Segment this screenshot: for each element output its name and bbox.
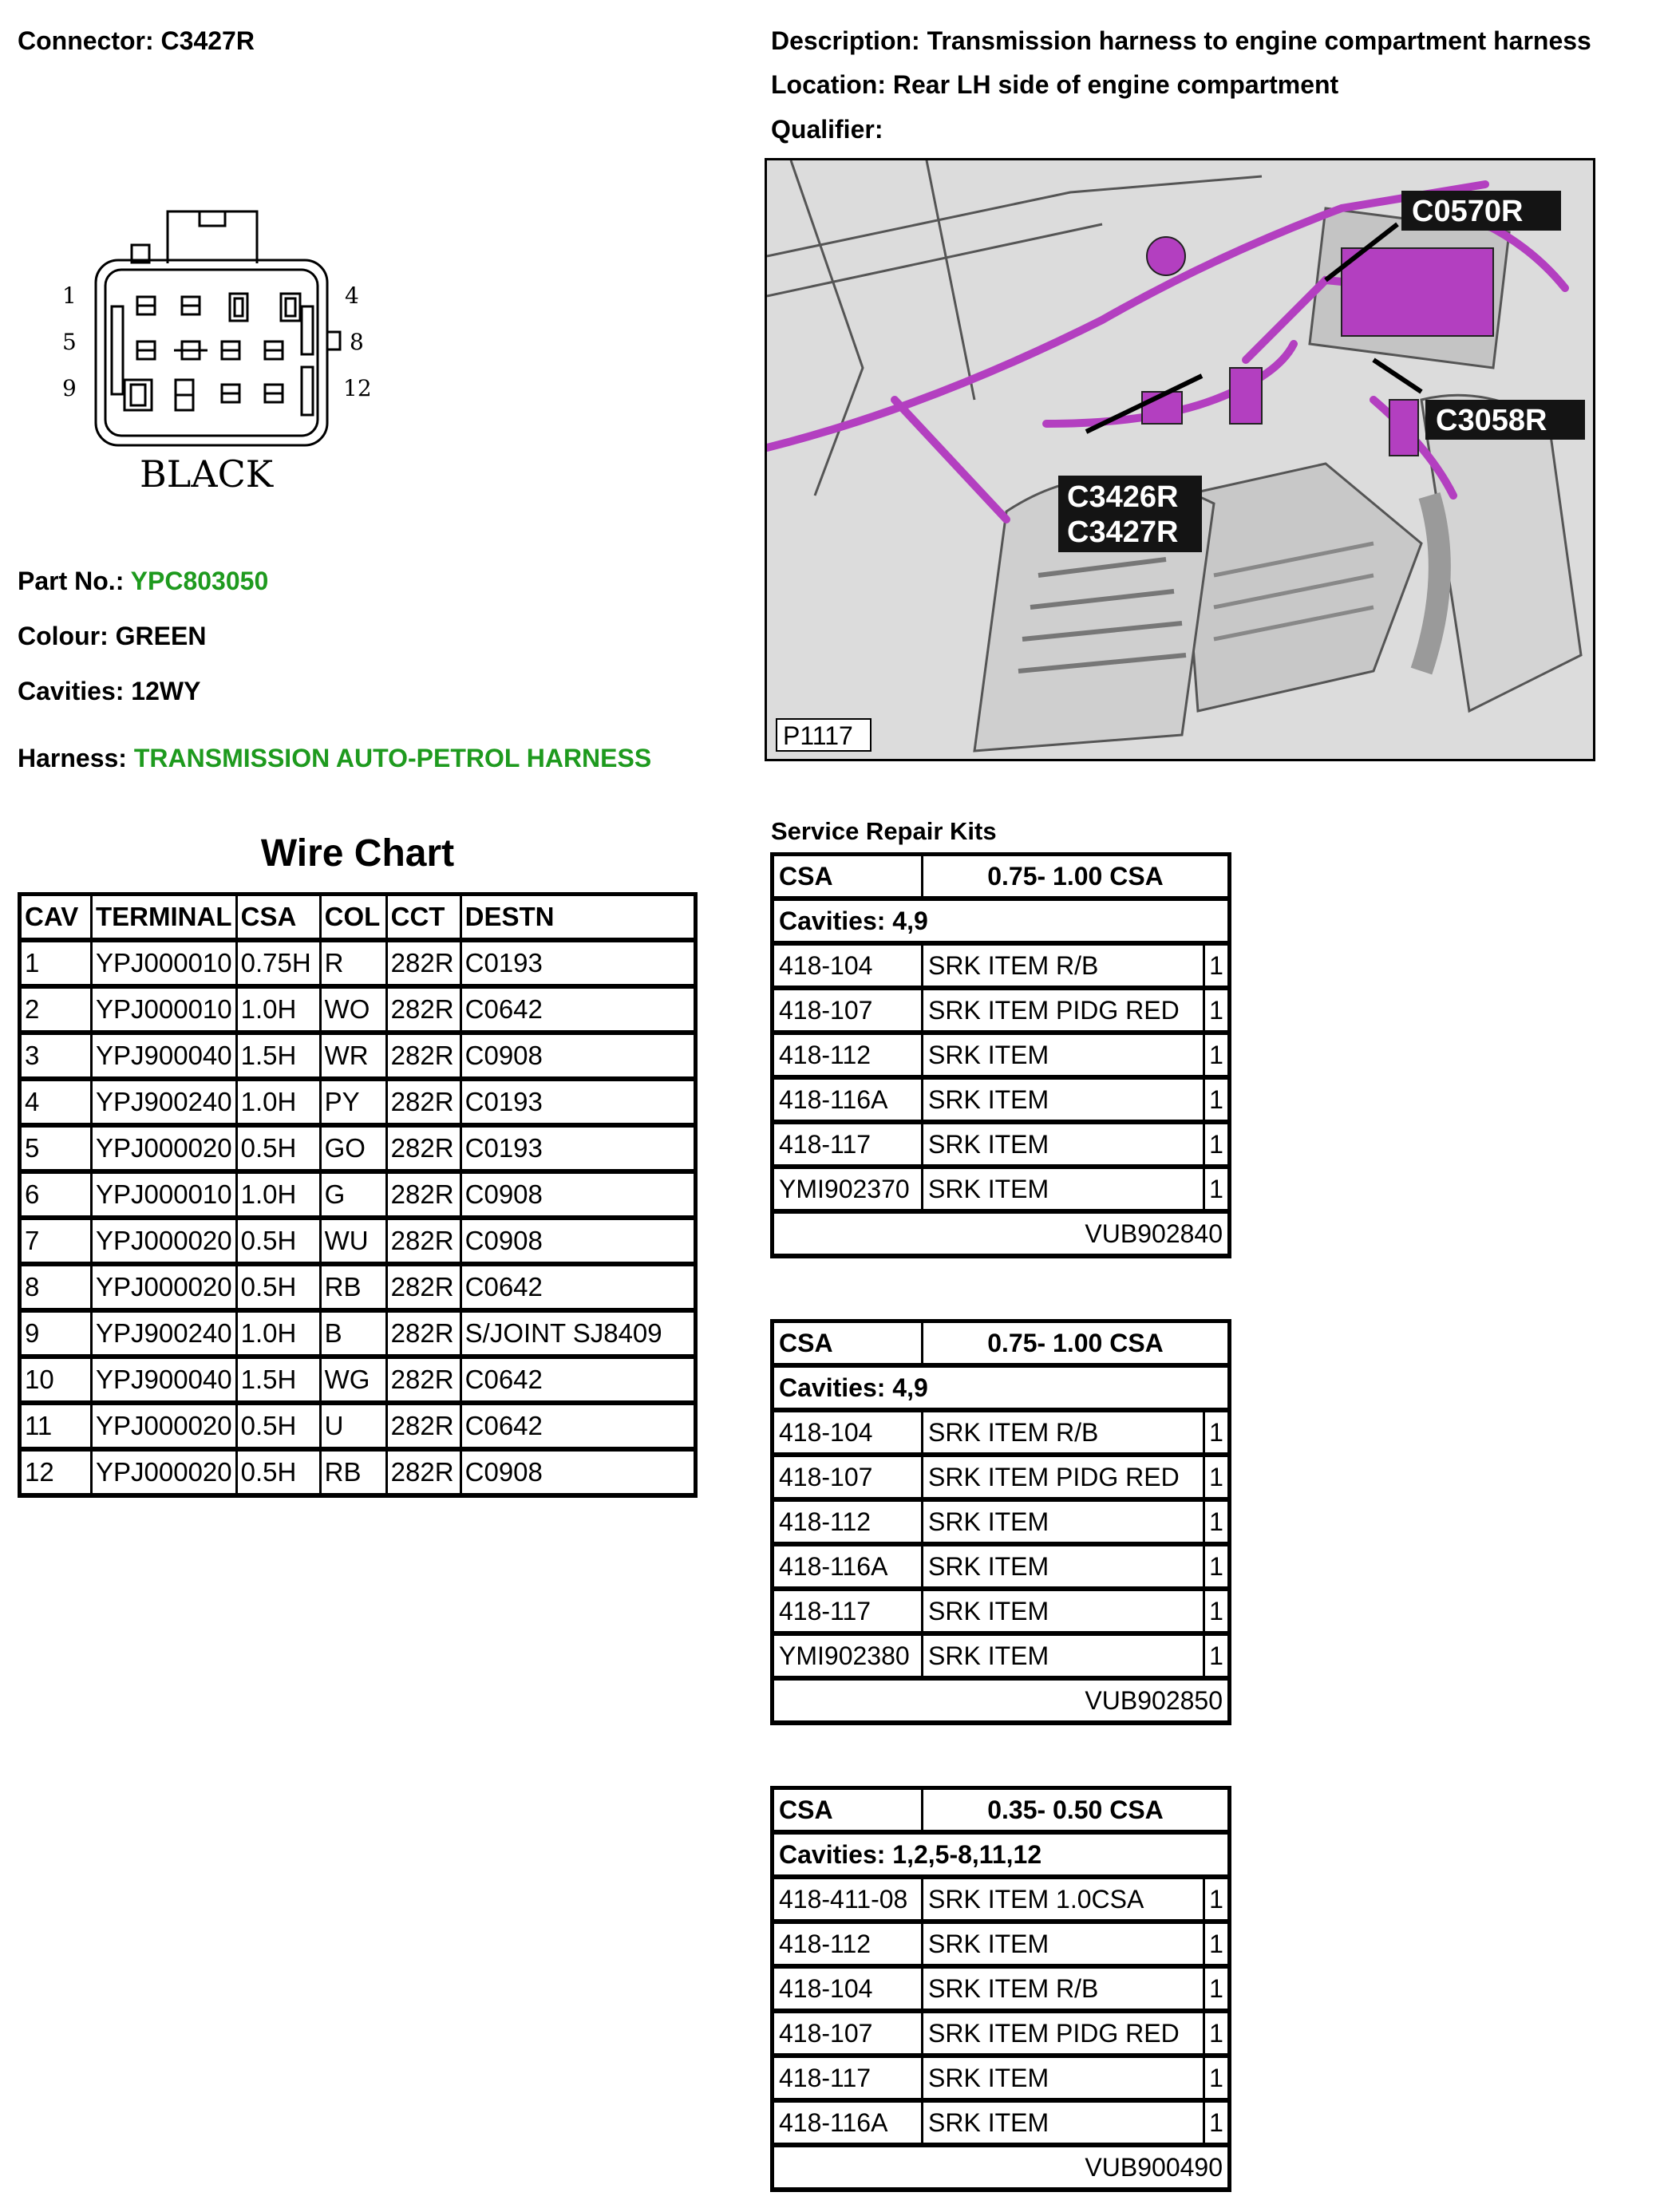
- wire-chart-row: [20, 1449, 696, 1495]
- kit-item-part-no: 418-107: [773, 988, 923, 1033]
- connector-latch: [168, 211, 257, 263]
- wire-cell-col: WR: [320, 1033, 386, 1079]
- kit-item-part-no: 418-107: [773, 2011, 923, 2056]
- wire-cell-csa: 0.75H: [236, 940, 320, 986]
- wire-cell-csa: 1.5H: [236, 1033, 320, 1079]
- colour-value: GREEN: [115, 622, 207, 650]
- kit-item-part-no: 418-112: [773, 1033, 923, 1077]
- wire-cell-col: RB: [320, 1449, 386, 1495]
- kit-item-qty: 1: [1204, 1589, 1230, 1633]
- kit-item-qty: 1: [1204, 1410, 1230, 1455]
- wire-cell-cav: 1: [20, 940, 92, 986]
- kit-item-description: SRK ITEM: [923, 1499, 1204, 1544]
- location-line: [771, 70, 1338, 100]
- col-header-terminal: TERMINAL: [92, 895, 237, 941]
- kit-item-row: [773, 2011, 1230, 2056]
- wire-cell-col: WG: [320, 1357, 386, 1403]
- part-no-value: YPC803050: [130, 567, 269, 595]
- kit-item-qty: 1: [1204, 2100, 1230, 2145]
- wire-cell-terminal: YPJ000010: [92, 1171, 237, 1218]
- wire-chart-header-row: [20, 895, 696, 941]
- kit-item-qty: 1: [1204, 1033, 1230, 1077]
- wire-cell-terminal: YPJ900240: [92, 1310, 237, 1357]
- kit-number: VUB902840: [773, 1211, 1230, 1256]
- wire-cell-cav: 11: [20, 1403, 92, 1449]
- repair-kit-table: [770, 852, 1231, 1258]
- kit-item-qty: 1: [1204, 2056, 1230, 2100]
- part-no-label: Part No.:: [18, 567, 125, 595]
- wire-cell-csa: 0.5H: [236, 1449, 320, 1495]
- wire-cell-cct: 282R: [386, 1171, 460, 1218]
- kit-item-description: SRK ITEM R/B: [923, 943, 1204, 988]
- wire-cell-terminal: YPJ900040: [92, 1357, 237, 1403]
- wire-cell-cav: 4: [20, 1079, 92, 1125]
- wire-chart-row: [20, 1403, 696, 1449]
- wire-chart-row: [20, 1218, 696, 1264]
- wire-cell-terminal: YPJ000010: [92, 986, 237, 1033]
- wire-cell-destn: C0642: [460, 1403, 695, 1449]
- wire-cell-col: GO: [320, 1125, 386, 1171]
- wire-cell-destn: C0193: [460, 940, 695, 986]
- wire-cell-csa: 0.5H: [236, 1125, 320, 1171]
- wire-cell-destn: C0908: [460, 1449, 695, 1495]
- kit-item-part-no: 418-112: [773, 1922, 923, 1966]
- wire-cell-csa: 0.5H: [236, 1218, 320, 1264]
- kit-item-row: [773, 1633, 1230, 1678]
- kit-item-description: SRK ITEM PIDG RED: [923, 1455, 1204, 1499]
- kit-cavities-row: [773, 1365, 1230, 1410]
- kit-item-part-no: 418-116A: [773, 2100, 923, 2145]
- connector-label: Connector:: [18, 26, 154, 55]
- wire-cell-destn: C0193: [460, 1125, 695, 1171]
- kit-item-row: [773, 1033, 1230, 1077]
- engine-illustration: [767, 160, 1593, 759]
- pin-label-8: 8: [350, 329, 364, 355]
- col-header-cav: CAV: [20, 895, 92, 941]
- repair-kit-table: [770, 1786, 1231, 2192]
- wire-chart-row: [20, 940, 696, 986]
- kit-csa-label: CSA: [773, 1788, 923, 1833]
- kit-item-qty: 1: [1204, 1633, 1230, 1678]
- kit-item-row: [773, 1455, 1230, 1499]
- callout-c3058r: C3058R: [1436, 404, 1547, 437]
- col-header-destn: DESTN: [460, 895, 695, 941]
- kit-item-row: [773, 2100, 1230, 2145]
- kit-item-qty: 1: [1204, 1877, 1230, 1922]
- kit-item-description: SRK ITEM: [923, 1122, 1204, 1167]
- col-header-cct: CCT: [386, 895, 460, 941]
- kit-number: VUB900490: [773, 2145, 1230, 2190]
- kit-number-row: [773, 1211, 1230, 1256]
- wire-cell-col: G: [320, 1171, 386, 1218]
- pin-label-12: 12: [343, 375, 372, 401]
- wire-cell-csa: 1.0H: [236, 1079, 320, 1125]
- qualifier-line: [771, 115, 883, 144]
- wire-cell-csa: 1.0H: [236, 986, 320, 1033]
- description-value: Transmission harness to engine compartment harness: [927, 26, 1591, 55]
- wire-cell-terminal: YPJ000020: [92, 1125, 237, 1171]
- kit-cavities-row: [773, 899, 1230, 943]
- wire-cell-destn: C0908: [460, 1218, 695, 1264]
- kit-item-part-no: 418-117: [773, 2056, 923, 2100]
- kit-item-row: [773, 1589, 1230, 1633]
- wire-cell-destn: C0908: [460, 1033, 695, 1079]
- cavities-label: Cavities:: [18, 677, 125, 705]
- wire-cell-destn: C0642: [460, 986, 695, 1033]
- wire-cell-cct: 282R: [386, 1125, 460, 1171]
- kit-item-row: [773, 2056, 1230, 2100]
- wire-cell-csa: 0.5H: [236, 1264, 320, 1310]
- wire-cell-csa: 1.0H: [236, 1171, 320, 1218]
- kit-item-description: SRK ITEM 1.0CSA: [923, 1877, 1204, 1922]
- wire-cell-col: RB: [320, 1264, 386, 1310]
- kit-item-row: [773, 1077, 1230, 1122]
- kit-item-description: SRK ITEM R/B: [923, 1410, 1204, 1455]
- kit-item-row: [773, 1966, 1230, 2011]
- kit-item-part-no: 418-104: [773, 943, 923, 988]
- wire-cell-cav: 12: [20, 1449, 92, 1495]
- wire-cell-cav: 5: [20, 1125, 92, 1171]
- wire-cell-terminal: YPJ000020: [92, 1403, 237, 1449]
- kit-item-qty: 1: [1204, 1167, 1230, 1211]
- wire-cell-destn: C0642: [460, 1357, 695, 1403]
- kit-csa-value: 0.75- 1.00 CSA: [923, 855, 1230, 899]
- kit-item-part-no: 418-117: [773, 1589, 923, 1633]
- kit-item-part-no: 418-107: [773, 1455, 923, 1499]
- connector-diagram: [48, 199, 399, 511]
- wire-cell-csa: 1.0H: [236, 1310, 320, 1357]
- kit-item-description: SRK ITEM: [923, 1167, 1204, 1211]
- cavity-grid: [112, 294, 313, 415]
- kit-item-qty: 1: [1204, 988, 1230, 1033]
- colour-line: [18, 622, 206, 651]
- kit-cavities: Cavities: 4,9: [773, 899, 1230, 943]
- pin-label-1: 1: [62, 282, 77, 309]
- kit-item-qty: 1: [1204, 1544, 1230, 1589]
- wire-chart-table: [18, 892, 698, 1498]
- wire-chart-row: [20, 1125, 696, 1171]
- wire-cell-cav: 8: [20, 1264, 92, 1310]
- connector-value: C3427R: [160, 26, 255, 55]
- pin-label-9: 9: [62, 375, 77, 401]
- wire-cell-destn: C0642: [460, 1264, 695, 1310]
- kit-item-row: [773, 1410, 1230, 1455]
- kit-csa-row: [773, 1321, 1230, 1366]
- kit-item-part-no: 418-117: [773, 1122, 923, 1167]
- pin-label-4: 4: [345, 282, 359, 309]
- kit-item-qty: 1: [1204, 1499, 1230, 1544]
- wire-cell-terminal: YPJ900240: [92, 1079, 237, 1125]
- kit-csa-value: 0.35- 0.50 CSA: [923, 1788, 1230, 1833]
- kit-item-part-no: 418-116A: [773, 1544, 923, 1589]
- kit-csa-row: [773, 1788, 1230, 1833]
- kit-item-description: SRK ITEM: [923, 1589, 1204, 1633]
- wire-chart-title: Wire Chart: [260, 832, 455, 875]
- kit-cavities: Cavities: 4,9: [773, 1365, 1230, 1410]
- kit-item-qty: 1: [1204, 1922, 1230, 1966]
- wire-cell-cav: 2: [20, 986, 92, 1033]
- kit-item-description: SRK ITEM: [923, 1922, 1204, 1966]
- kit-item-description: SRK ITEM: [923, 1077, 1204, 1122]
- wire-cell-col: PY: [320, 1079, 386, 1125]
- kit-item-qty: 1: [1204, 1077, 1230, 1122]
- col-header-csa: CSA: [236, 895, 320, 941]
- kit-item-row: [773, 1167, 1230, 1211]
- wire-chart-row: [20, 1357, 696, 1403]
- kit-csa-label: CSA: [773, 855, 923, 899]
- location-label: Location:: [771, 70, 886, 99]
- wire-cell-cav: 7: [20, 1218, 92, 1264]
- kit-item-description: SRK ITEM: [923, 2056, 1204, 2100]
- harness-line: [18, 744, 651, 773]
- description-line: [771, 26, 1591, 56]
- callout-c0570r: C0570R: [1412, 195, 1524, 228]
- colour-label: Colour:: [18, 622, 109, 650]
- wire-cell-terminal: YPJ000020: [92, 1264, 237, 1310]
- kit-item-row: [773, 943, 1230, 988]
- wire-cell-cct: 282R: [386, 1218, 460, 1264]
- kit-item-description: SRK ITEM R/B: [923, 1966, 1204, 2011]
- harness-label: Harness:: [18, 744, 127, 772]
- kit-item-part-no: 418-104: [773, 1966, 923, 2011]
- kit-number-row: [773, 1678, 1230, 1723]
- connector-line: [18, 26, 255, 56]
- wire-cell-terminal: YPJ000010: [92, 940, 237, 986]
- wire-chart-row: [20, 1079, 696, 1125]
- kit-item-description: SRK ITEM: [923, 1633, 1204, 1678]
- col-header-col: COL: [320, 895, 386, 941]
- kit-csa-label: CSA: [773, 1321, 923, 1366]
- cavities-value: 12WY: [131, 677, 201, 705]
- kit-item-part-no: 418-112: [773, 1499, 923, 1544]
- kit-item-qty: 1: [1204, 1122, 1230, 1167]
- engine-compartment-photo: [765, 158, 1595, 761]
- wire-cell-col: U: [320, 1403, 386, 1449]
- wire-cell-cct: 282R: [386, 1403, 460, 1449]
- wire-cell-cct: 282R: [386, 1449, 460, 1495]
- qualifier-label: Qualifier:: [771, 115, 883, 144]
- wire-cell-cct: 282R: [386, 1079, 460, 1125]
- kit-item-part-no: YMI902380: [773, 1633, 923, 1678]
- photo-ref-label: P1117: [783, 721, 853, 750]
- kit-item-qty: 1: [1204, 1966, 1230, 2011]
- kit-item-part-no: 418-116A: [773, 1077, 923, 1122]
- kit-item-description: SRK ITEM: [923, 1544, 1204, 1589]
- housing-color-label: BLACK: [140, 452, 274, 496]
- kit-item-qty: 1: [1204, 2011, 1230, 2056]
- kit-cavities-row: [773, 1832, 1230, 1877]
- kit-csa-value: 0.75- 1.00 CSA: [923, 1321, 1230, 1366]
- kit-number-row: [773, 2145, 1230, 2190]
- kit-item-description: SRK ITEM: [923, 2100, 1204, 2145]
- kit-item-row: [773, 988, 1230, 1033]
- wire-chart-row: [20, 986, 696, 1033]
- pin-label-5: 5: [62, 329, 77, 355]
- wire-cell-csa: 1.5H: [236, 1357, 320, 1403]
- kit-csa-row: [773, 855, 1230, 899]
- wire-chart-row: [20, 1033, 696, 1079]
- kit-item-row: [773, 1499, 1230, 1544]
- description-label: Description:: [771, 26, 920, 55]
- wire-cell-destn: C0908: [460, 1171, 695, 1218]
- kit-item-part-no: 418-104: [773, 1410, 923, 1455]
- service-repair-kits-title: Service Repair Kits: [771, 817, 997, 845]
- callout-c3427r: C3427R: [1067, 515, 1179, 549]
- wire-chart-row: [20, 1310, 696, 1357]
- connector-side-tab: [327, 332, 340, 350]
- kit-item-row: [773, 1922, 1230, 1966]
- wire-cell-cav: 10: [20, 1357, 92, 1403]
- wire-cell-cct: 282R: [386, 1033, 460, 1079]
- kit-item-part-no: 418-411-08: [773, 1877, 923, 1922]
- kit-item-description: SRK ITEM PIDG RED: [923, 2011, 1204, 2056]
- kit-item-qty: 1: [1204, 943, 1230, 988]
- wire-cell-col: WU: [320, 1218, 386, 1264]
- wire-cell-col: WO: [320, 986, 386, 1033]
- kit-item-description: SRK ITEM: [923, 1033, 1204, 1077]
- wire-cell-csa: 0.5H: [236, 1403, 320, 1449]
- wire-cell-terminal: YPJ900040: [92, 1033, 237, 1079]
- part-no-line: [18, 567, 268, 596]
- kit-item-row: [773, 1122, 1230, 1167]
- harness-value: TRANSMISSION AUTO-PETROL HARNESS: [133, 744, 652, 772]
- wire-cell-cct: 282R: [386, 1310, 460, 1357]
- wire-chart-row: [20, 1171, 696, 1218]
- wire-cell-cct: 282R: [386, 986, 460, 1033]
- wire-cell-destn: C0193: [460, 1079, 695, 1125]
- wire-cell-cav: 3: [20, 1033, 92, 1079]
- callout-c3426r: C3426R: [1067, 480, 1179, 514]
- wire-chart-row: [20, 1264, 696, 1310]
- wire-cell-cct: 282R: [386, 940, 460, 986]
- wire-cell-terminal: YPJ000020: [92, 1449, 237, 1495]
- cavities-line: [18, 677, 200, 706]
- wire-cell-col: R: [320, 940, 386, 986]
- wire-cell-terminal: YPJ000020: [92, 1218, 237, 1264]
- repair-kit-table: [770, 1319, 1231, 1725]
- connector-housing: [96, 260, 327, 445]
- wire-cell-cav: 6: [20, 1171, 92, 1218]
- kit-item-description: SRK ITEM PIDG RED: [923, 988, 1204, 1033]
- wire-cell-cct: 282R: [386, 1264, 460, 1310]
- connector-latch-slot: [200, 211, 225, 226]
- location-value: Rear LH side of engine compartment: [892, 70, 1339, 99]
- wire-cell-col: B: [320, 1310, 386, 1357]
- wire-cell-cav: 9: [20, 1310, 92, 1357]
- kit-cavities: Cavities: 1,2,5-8,11,12: [773, 1832, 1230, 1877]
- kit-item-qty: 1: [1204, 1455, 1230, 1499]
- kit-item-part-no: YMI902370: [773, 1167, 923, 1211]
- wire-cell-cct: 282R: [386, 1357, 460, 1403]
- kit-item-row: [773, 1544, 1230, 1589]
- kit-item-row: [773, 1877, 1230, 1922]
- kit-number: VUB902850: [773, 1678, 1230, 1723]
- wire-cell-destn: S/JOINT SJ8409: [460, 1310, 695, 1357]
